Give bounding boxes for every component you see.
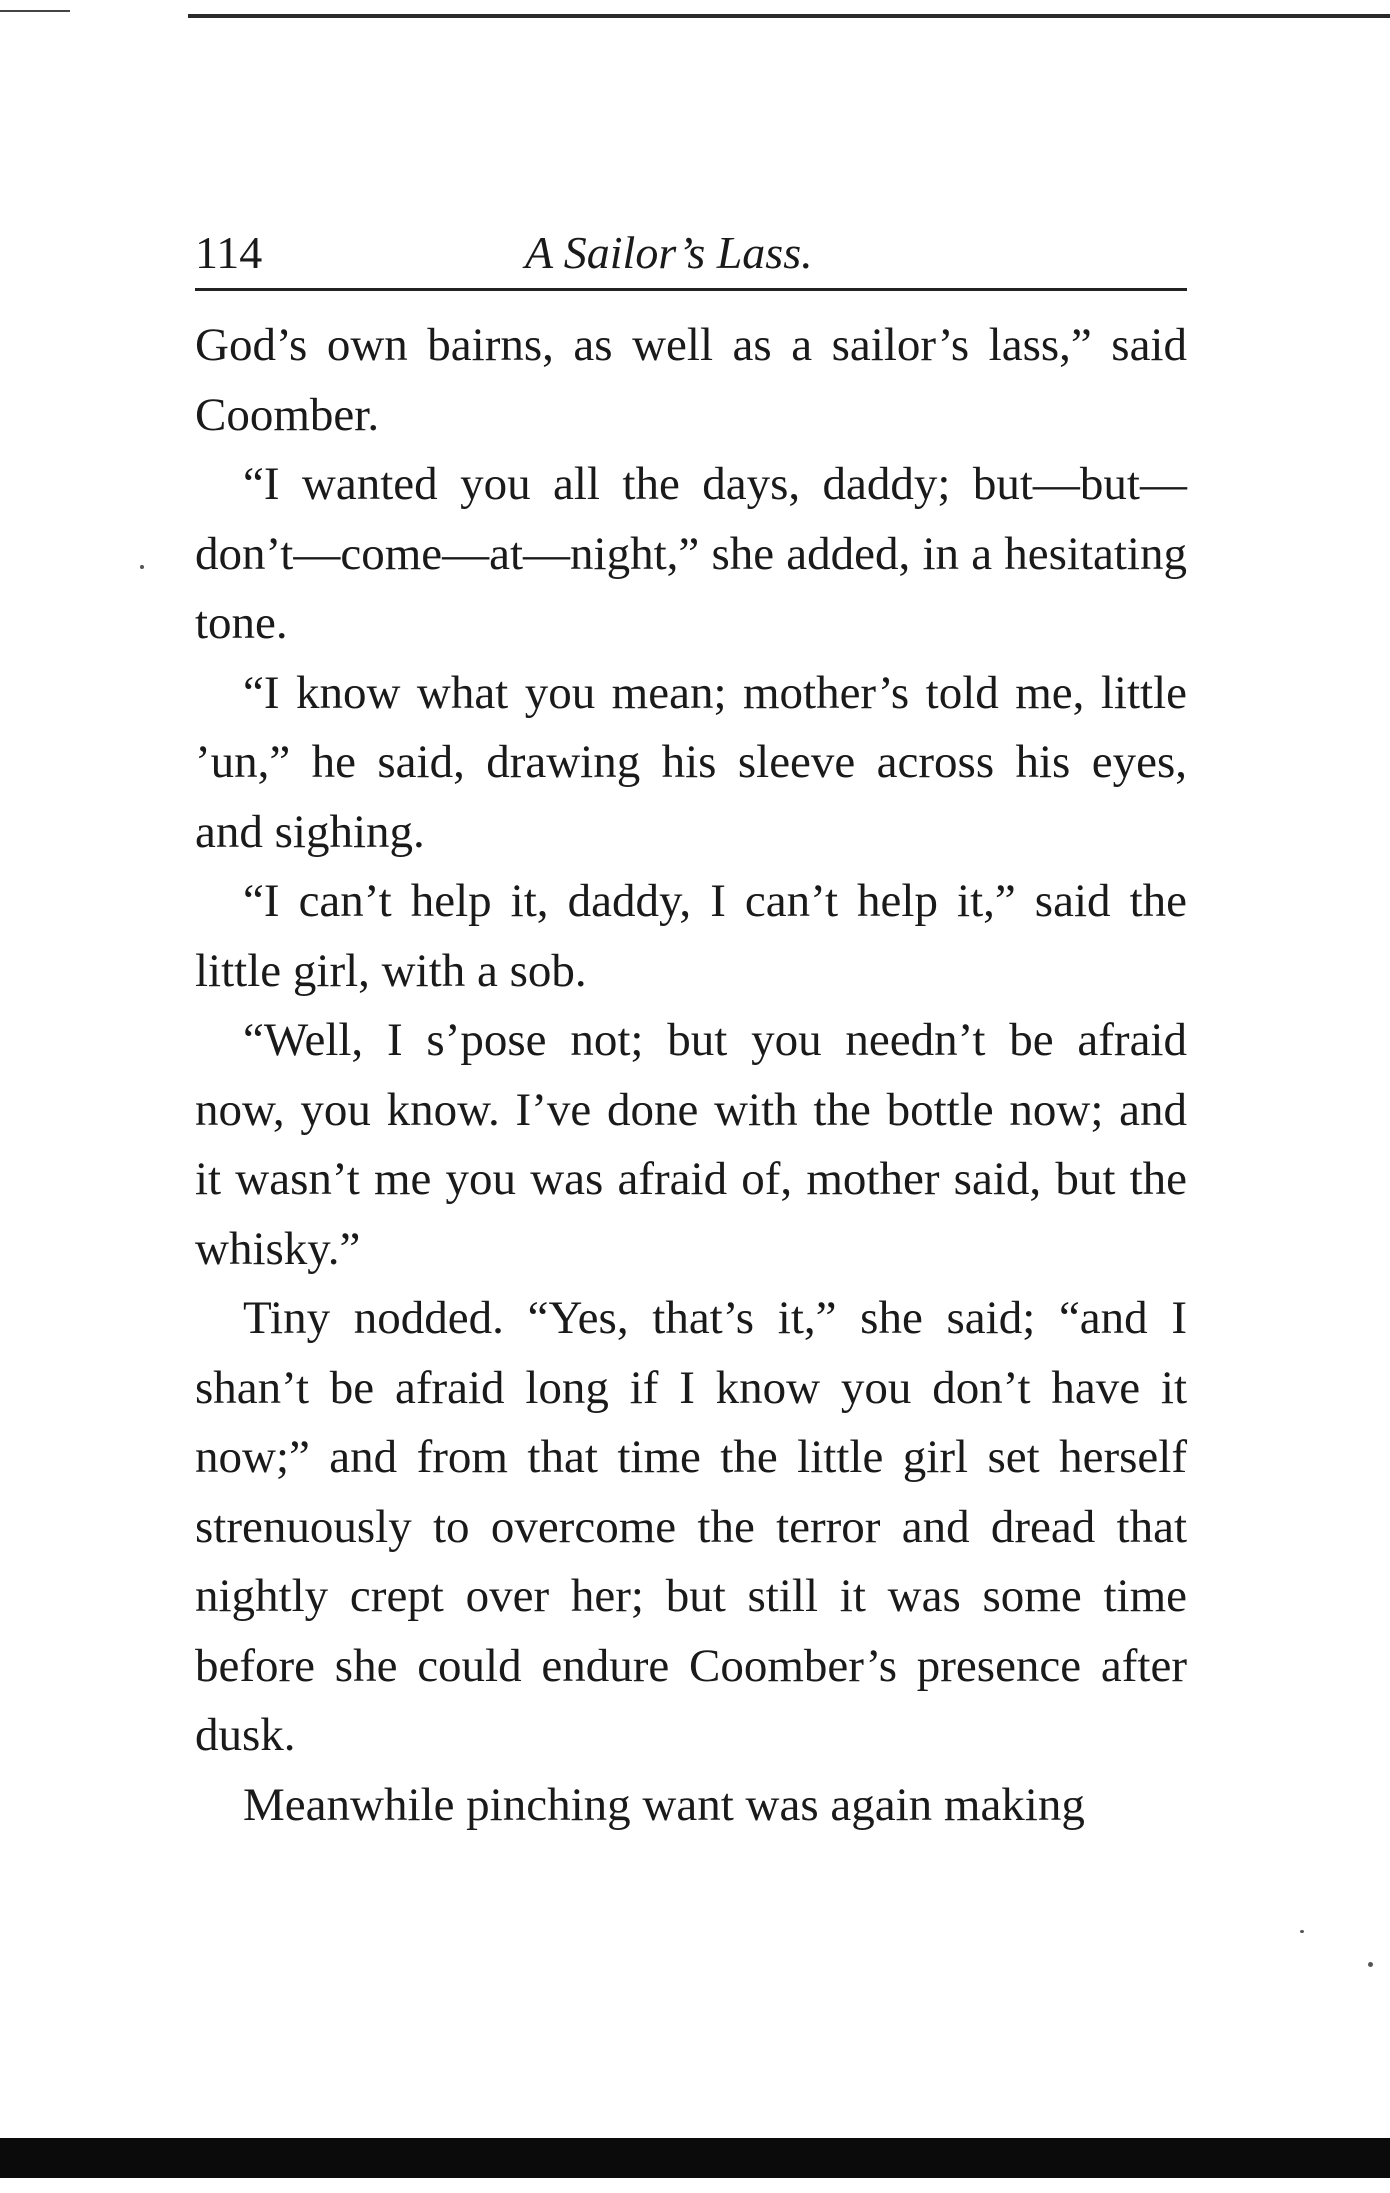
running-head	[195, 218, 1187, 291]
running-title: A Sailor’s Lass.	[525, 227, 813, 278]
paragraph: “I wanted you all the days, daddy; but—but—don’t—come—at—night,” she added, in a hesitating tone.	[195, 458, 1187, 649]
scan-speck	[1368, 1962, 1373, 1967]
paragraph: “I can’t help it, daddy, I can’t help it,” said the little girl, with a sob.	[195, 875, 1187, 997]
page-number: 114	[195, 227, 263, 278]
paragraph: “I know what you mean; mother’s told me, little ’un,” he said, drawing his sleeve across his eyes, and sighing.	[195, 666, 1187, 858]
body-text	[195, 311, 1187, 1840]
bottom-edge-bar	[0, 2138, 1390, 2178]
paragraph: Tiny nodded. “Yes, that’s it,” she said; “and I shan’t be afraid long if I know you don’t have it now;” and from that time the little girl set herself strenuously to overcome the terror and dread that nightly crept over her; but still it was some time before she could endure Coomber’s presence after dusk.	[195, 1292, 1187, 1761]
top-edge-mark	[0, 10, 70, 12]
paragraph-final: Meanwhile pinching want was again making	[243, 1778, 1085, 1831]
paragraph: “Well, I s’pose not; but you needn’t be afraid now, you know. I’ve done with the bottle now; and it wasn’t me you was afraid of, mother said, but the whisky.”	[195, 1014, 1187, 1275]
book-page	[195, 218, 1187, 1840]
scan-speck	[1300, 1930, 1304, 1933]
top-edge-rule	[188, 14, 1390, 18]
scan-speck	[140, 565, 144, 569]
paragraph-continuation: God’s own bairns, as well as a sailor’s lass,” said Coomber.	[195, 319, 1187, 441]
